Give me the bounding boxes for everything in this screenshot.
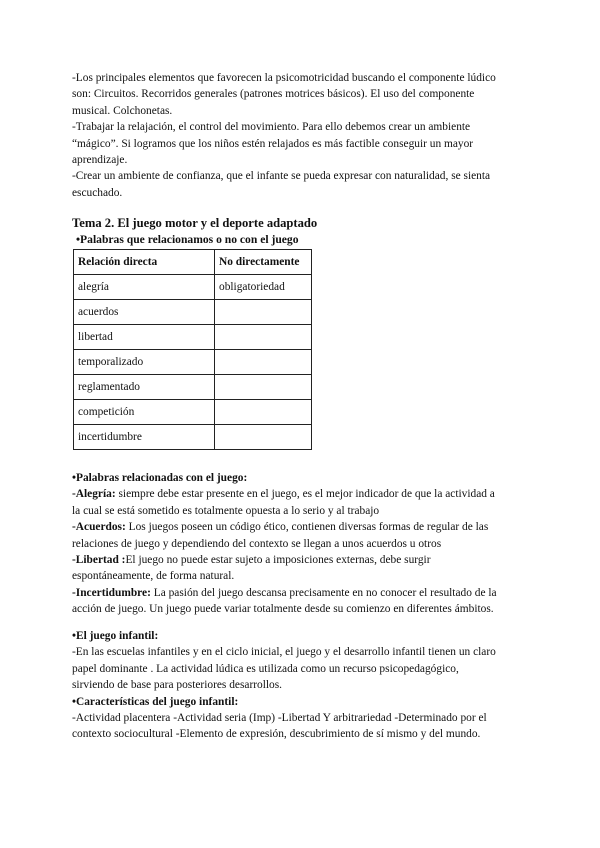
term-label: -Alegría: — [72, 488, 116, 501]
table-header-row — [74, 250, 312, 275]
table-row — [74, 350, 312, 375]
text-line: sirviendo de base para posteriores desarrollos. — [72, 679, 283, 692]
table-cell — [215, 350, 312, 375]
related-words-section — [72, 470, 524, 618]
table-cell: reglamentado — [74, 375, 215, 400]
definition-text: siempre debe estar presente en el juego, es el mejor indicador de que la actividad a — [115, 488, 495, 501]
definition-libertad — [72, 552, 524, 568]
text-line: -Crear un ambiente de confianza, que el infante se pueda expresar con naturalidad, se sienta — [72, 170, 491, 183]
table-cell — [215, 425, 312, 450]
text-line: papel dominante . La actividad lúdica es utilizada como un recurso psicopedagógico, — [72, 662, 459, 675]
table-cell: acuerdos — [74, 300, 215, 325]
text-line: musical. Colchonetas. — [72, 104, 173, 117]
table-cell — [215, 400, 312, 425]
column-header: No directamente — [215, 250, 312, 275]
text-line: -Los principales elementos que favorecen la psicomotricidad buscando el componente lúdico — [72, 72, 496, 84]
intro-paragraph — [72, 70, 524, 201]
table-cell: libertad — [74, 325, 215, 350]
table-cell — [215, 325, 312, 350]
text-line: “mágico”. Si logramos que los niños estén relajados es más factible conseguir un mayor — [72, 137, 474, 150]
text-line: la cual se está sometido es totalmente opuesta a lo serio y al trabajo — [72, 504, 380, 517]
text-line: escuchado. — [72, 186, 123, 199]
table-cell: temporalizado — [74, 350, 215, 375]
word-table — [73, 249, 312, 450]
text-line: son: Circuitos. Recorridos generales (patrones motrices básicos). El uso del componente — [72, 88, 475, 101]
infantil-section — [72, 628, 524, 743]
section-subtitle: •El juego infantil: — [72, 630, 159, 642]
text-line: relaciones de juego y dependiendo del contexto se llegan a unos acuerdos u otros — [72, 537, 442, 550]
table-cell — [215, 300, 312, 325]
table-cell: obligatoriedad — [215, 275, 312, 300]
text-line: espontáneamente, de forma natural. — [72, 570, 235, 583]
table-cell — [215, 375, 312, 400]
table-row — [74, 275, 312, 300]
column-header: Relación directa — [74, 250, 215, 275]
definition-text: La pasión del juego descansa precisamente en no conocer el resultado de la — [150, 586, 497, 599]
text-line: -En las escuelas infantiles y en el ciclo inicial, el juego y el desarrollo infantil tienen un claro — [72, 646, 496, 659]
text-line: acción de juego. Un juego puede variar totalmente desde su comienzo en diferentes ámbitos. — [72, 603, 494, 616]
table-row — [74, 325, 312, 350]
table-cell: incertidumbre — [74, 425, 215, 450]
term-label: -Acuerdos: — [72, 521, 126, 534]
section-heading: Tema 2. El juego motor y el deporte adaptado — [72, 216, 318, 230]
definition-text: Los juegos poseen un código ético, contienen diversas formas de regular de las — [125, 521, 489, 534]
definition-alegria — [72, 486, 524, 502]
term-label: -Incertidumbre: — [72, 586, 151, 599]
table-cell: competición — [74, 400, 215, 425]
text-line: contexto sociocultural -Elemento de expresión, descubrimiento de sí mismo y del mundo. — [72, 728, 481, 741]
table-row — [74, 375, 312, 400]
section-subtitle: •Palabras relacionadas con el juego: — [72, 472, 248, 484]
text-line: -Actividad placentera -Actividad seria (Imp) -Libertad Y arbitrariedad -Determinado por el — [72, 712, 487, 725]
text-line: -Trabajar la relajación, el control del movimiento. Para ello debemos crear un ambiente — [72, 121, 471, 134]
term-label: -Libertad : — [72, 554, 126, 567]
table-row — [74, 400, 312, 425]
definition-text: El juego no puede estar sujeto a imposiciones externas, debe surgir — [125, 554, 431, 567]
definition-incertidumbre — [72, 585, 524, 601]
text-line: aprendizaje. — [72, 154, 128, 167]
table-caption: •Palabras que relacionamos o no con el juego — [76, 233, 299, 246]
section-subtitle: •Características del juego infantil: — [72, 695, 239, 708]
table-row — [74, 425, 312, 450]
definition-acuerdos — [72, 519, 524, 535]
table-cell: alegría — [74, 275, 215, 300]
table-row — [74, 300, 312, 325]
